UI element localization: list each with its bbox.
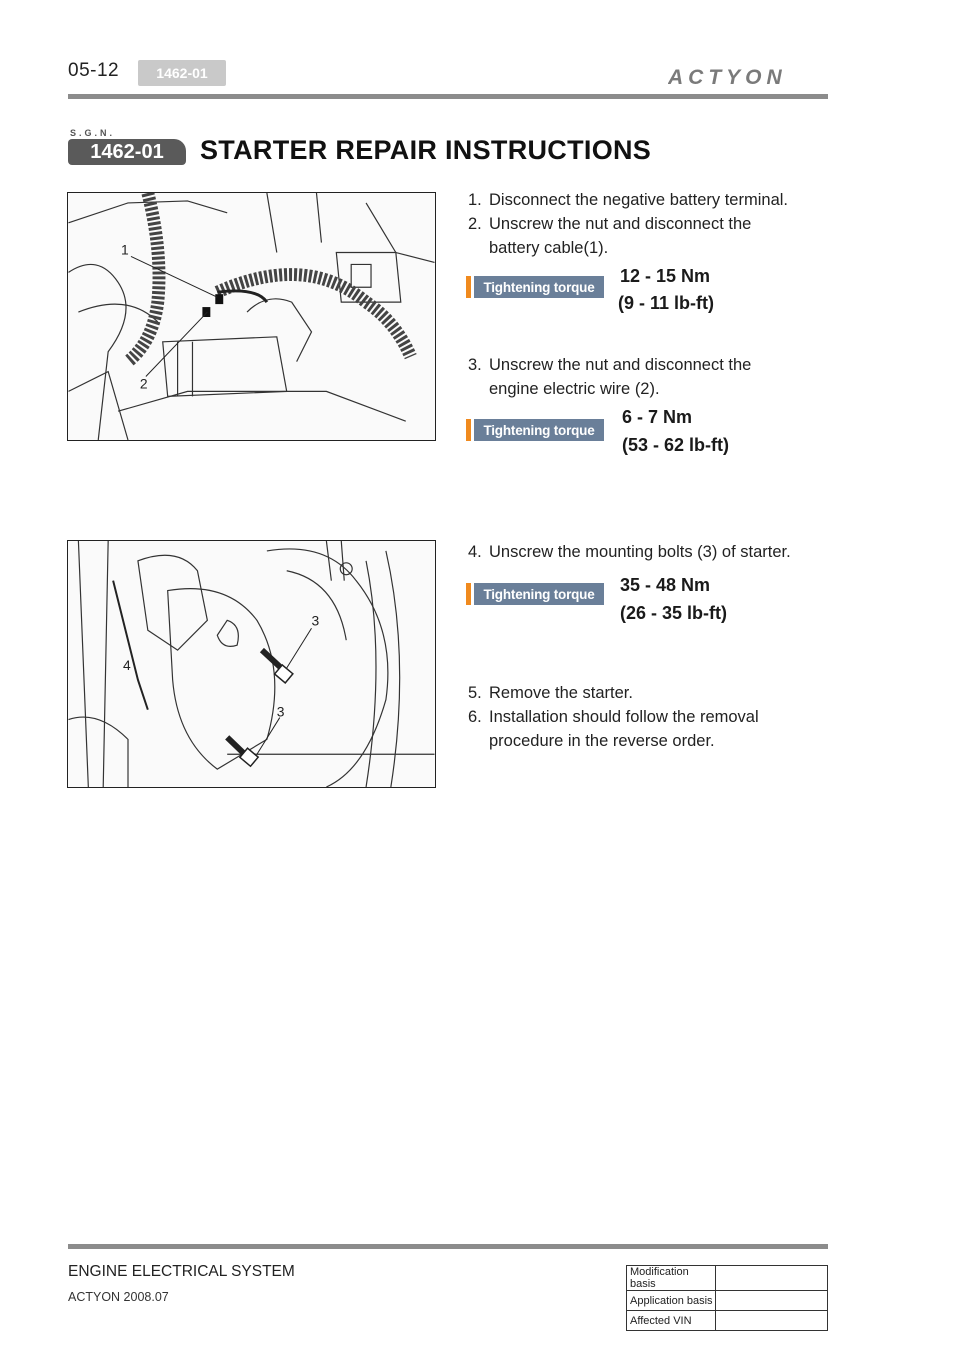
callout-1: 1 [121, 241, 129, 258]
torque-label: Tightening torque [474, 419, 604, 441]
section-title: STARTER REPAIR INSTRUCTIONS [200, 135, 652, 165]
footer-system-title: ENGINE ELECTRICAL SYSTEM [68, 1263, 295, 1280]
torque-tag-1 [466, 276, 604, 298]
starter-cable-drawing [68, 193, 435, 440]
torque-label: Tightening torque [474, 583, 604, 605]
torque-3-metric: 35 - 48 Nm [620, 575, 711, 595]
callout-4: 4 [123, 656, 131, 673]
footer-rule [68, 1244, 828, 1249]
callout-2: 2 [139, 375, 148, 392]
torque-2-imperial: (53 - 62 lb-ft) [622, 435, 730, 455]
torque-3-imperial: (26 - 35 lb-ft) [620, 603, 728, 623]
affected-vin-label: Affected VIN [627, 1311, 716, 1331]
step-5: 5. Remove the starter. [468, 684, 633, 702]
affected-vin-value [716, 1311, 828, 1331]
application-basis-value [716, 1291, 828, 1311]
starter-bolts-drawing [68, 541, 435, 787]
header-rule [68, 94, 828, 99]
torque-accent-bar [466, 583, 471, 605]
callout-3-lower: 3 [276, 703, 285, 720]
torque-accent-bar [466, 419, 471, 441]
callout-3-upper: 3 [311, 612, 320, 629]
table-row [627, 1311, 828, 1331]
step-3: 3. Unscrew the nut and disconnect the engine electric wire (2). [468, 356, 752, 398]
figure-mounting-bolts-illustration [67, 540, 436, 788]
modification-basis-label: Modification basis [627, 1266, 716, 1291]
torque-tag-2 [466, 419, 604, 441]
actyon-logo [668, 66, 828, 88]
table-row [627, 1266, 828, 1291]
modification-basis-value [716, 1266, 828, 1291]
step-1: 1. Disconnect the negative battery terminal. [468, 191, 788, 209]
sgn-label: S.G.N. [70, 128, 116, 138]
application-basis-label: Application basis [627, 1291, 716, 1311]
figure-battery-cable-illustration [67, 192, 436, 441]
torque-label: Tightening torque [474, 276, 604, 298]
torque-accent-bar [466, 276, 471, 298]
footer-model-date: ACTYON 2008.07 [68, 1290, 169, 1304]
torque-tag-3 [466, 583, 604, 605]
section-badge: 1462-01 [68, 139, 186, 165]
torque-1-metric: 12 - 15 Nm [620, 266, 711, 286]
page-number: 05-12 [68, 60, 120, 81]
torque-1-imperial: (9 - 11 lb-ft) [618, 293, 715, 313]
torque-2-metric: 6 - 7 Nm [622, 407, 693, 427]
revision-info-table [626, 1265, 828, 1331]
brand-text: ACTYON [668, 66, 787, 88]
table-row [627, 1291, 828, 1311]
step-6: 6. Installation should follow the removal procedure in the reverse order. [468, 708, 759, 750]
step-4: 4. Unscrew the mounting bolts (3) of starter. [468, 543, 791, 561]
step-2: 2. Unscrew the nut and disconnect the battery cable(1). [468, 215, 752, 257]
header-section-tab: 1462-01 [138, 60, 226, 86]
